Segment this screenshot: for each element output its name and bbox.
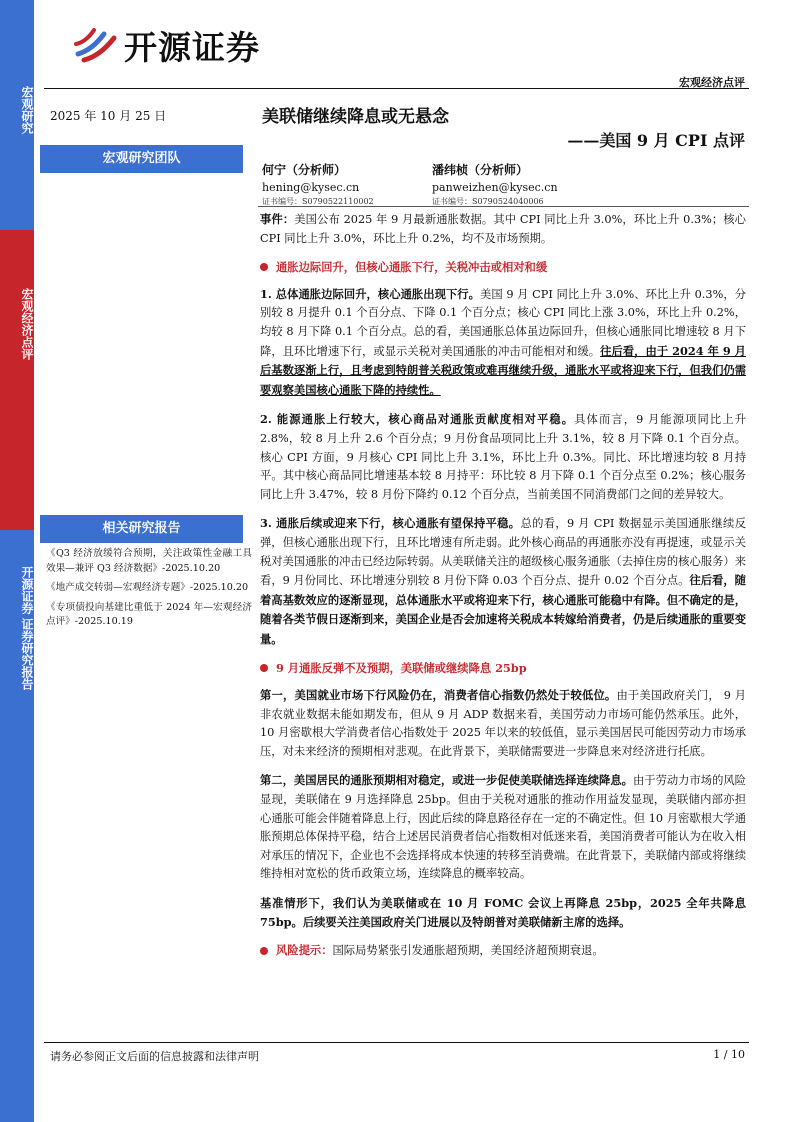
team-label: 宏观研究团队 xyxy=(40,145,243,173)
paragraph-highlight: 往后看，随着高基数效应的逐渐显现，总体通胀水平或将迎来下行，核心通胀可能稳中有降。但不确定的是，随着各类节假日逐渐到来，美国企业是否会加速将关税成本转嫁给消费者，仍是后续通胀的重要变量。 xyxy=(260,573,746,646)
section-heading xyxy=(260,258,746,277)
paragraph-head: 第一，美国就业市场下行风险仍在，消费者信心指数仍然处于较低位。 xyxy=(260,688,617,703)
paragraph-5 xyxy=(260,771,746,884)
paragraph-text: 总的看，9 月 CPI 数据显示美国通胀继续反弹，但核心通胀出现下行，且环比增速有所走弱。此外核心商品的再通胀亦没有再提速，或显示关税对美国通胀的冲击已经边际转弱。从美联储关注的超级核心服务通胀（去掉住房的核心服务）来看，9 月份同比、环比增速分别较 8 月份下降 0.03 个百分点、提升 0.02 个百分点。 xyxy=(260,517,746,588)
paragraph-1 xyxy=(260,285,746,401)
analyst-card xyxy=(262,163,374,209)
page-subtitle: ——美国 9 月 CPI 点评 xyxy=(567,131,745,150)
paragraph-text: 由于劳动力市场的风险显现，美联储在 9 月选择降息 25bp。但由于关税对通胀的推动作用益发显现，美联储内部亦担心通胀可能会伴随着降息上行，因此后续的降息路径存在一定的不确定性。但 10 月密歇根大学通胀预期总体保持平稳，结合上述居民消费者信心指数相对低迷来看，美国消费者可能认为在收入相对承压的情况下，企业也不会选择将成本快速的转移至消费端。在此背景下，美联储内部或将继续维持相对宽松的货币政策立场，连续降息的概率较高。 xyxy=(260,774,746,881)
analyst-name: 何宁（分析师） xyxy=(262,163,347,177)
related-reports-label: 相关研究报告 xyxy=(40,515,243,543)
related-report-link[interactable]: 《专项债投向基建比重低于 2024 年—宏观经济点评》-2025.10.19 xyxy=(46,601,252,627)
risk-paragraph xyxy=(260,941,746,961)
side-strip-middle xyxy=(0,230,34,530)
risk-text: 国际局势紧张引发通胀超预期，美国经济超预期衰退。 xyxy=(332,944,604,958)
analyst-divider xyxy=(258,206,749,207)
side-strip-middle-label: 宏观经济点评 xyxy=(20,288,34,360)
event-label: 事件： xyxy=(260,212,295,226)
paragraph-text: 美国 9 月 CPI 同比上升 3.0%、环比上升 0.3%，分别较 8 月提升 0.1 个百分点、下降 0.1 个百分点；核心 CPI 同比上涨 3.0%，环比上升 0.2%，均较 8 月下降 0.1 个百分点。总的看，美国通胀总体虽边际回升，但核心通胀同比增速较 8 月下降，且环比增速下行，或显示关税对美国通胀的冲击可能相对和缓。 xyxy=(260,287,747,358)
paragraph-head: 第二，美国居民的通胀预期相对稳定，或进一步促使美联储选择连续降息。 xyxy=(260,773,633,788)
analyst-cert: 证书编号：S0790522110002 xyxy=(262,197,374,206)
report-body xyxy=(260,210,746,971)
page-title: 美联储继续降息或无悬念 xyxy=(262,107,449,127)
section-heading-text: 9 月通胀反弹不及预期，美联储或继续降息 25bp xyxy=(276,661,527,676)
side-strip-bottom xyxy=(0,530,34,1122)
analyst-card xyxy=(432,163,558,209)
event-text: 美国公布 2025 年 9 月最新通胀数据。其中 CPI 同比上升 3.0%，环比上升 0.3%；核心 CPI 同比上升 3.0%，环比上升 0.2%，均不及市场预期。 xyxy=(260,213,746,245)
paragraph-6: 基准情形下，我们认为美联储或在 10 月 FOMC 会议上再降息 25bp，2025 全年共降息 75bp。后续要关注美国政府关门进展以及特朗普对美联储新主席的选择。 xyxy=(260,896,746,929)
bullet-dot-icon xyxy=(260,947,268,955)
paragraph-4 xyxy=(260,686,746,761)
side-strip xyxy=(0,0,34,1122)
side-strip-top xyxy=(0,0,34,230)
paragraph-head: 1. 总体通胀边际回升，核心通胀出现下行。 xyxy=(260,286,480,301)
page-number: 1 / 10 xyxy=(713,1048,745,1061)
paragraph-3 xyxy=(260,514,746,649)
bullet-dot-icon xyxy=(260,664,268,672)
related-report-link[interactable]: 《Q3 经济放缓符合预期，关注政策性金融工具效果—兼评 Q3 经济数据》-2025.10.20 xyxy=(46,548,252,574)
analyst-cert: 证书编号：S0790524040006 xyxy=(432,197,544,206)
header-divider xyxy=(44,88,749,89)
analyst-email[interactable]: panweizhen@kysec.cn xyxy=(432,181,558,194)
paragraph-highlight: 往后看，由于 2024 年 9 月后基数逐渐上行，且考虑到特朗普关税政策或难再继续升级，通胀水平或将迎来下行，但我们仍需要观察美国核心通胀下降的持续性。 xyxy=(260,343,746,397)
paragraph-head: 2. 能源通胀上行较大，核心商品对通胀贡献度相对平稳。 xyxy=(260,412,575,427)
paragraph-head: 3. 通胀后续或迎来下行，核心通胀有望保持平稳。 xyxy=(260,516,521,531)
paragraph-text: 具体而言，9 月能源项同比上升 2.8%，较 8 月上升 2.6 个百分点；9 月份食品项同比上升 3.1%，较 8 月下降 0.1 个百分点。核心 CPI 方面，9 月核心 CPI 同比上升 3.1%，环比上升 0.3%。同比、环比增速均较 8 月持平。其中核心商品同比增速基本较 8 月持平：环比较 8 月下降 0.1 个百分点至 0.2%；核心服务同比上升 3.47%，较 8 月份下降约 0.12 个百分点，当前美国不同消费部门之间的差异较大。 xyxy=(260,413,747,501)
analyst-name: 潘纬桢（分析师） xyxy=(432,163,529,177)
paragraph-2 xyxy=(260,410,746,504)
footer-disclaimer: 请务必参阅正文后面的信息披露和法律声明 xyxy=(50,1050,259,1063)
section-heading xyxy=(260,659,746,678)
footer-divider xyxy=(44,1042,749,1043)
brand-name: 开源证券 xyxy=(124,28,260,67)
kysec-logo-icon xyxy=(74,24,120,64)
related-report-link[interactable]: 《地产成交转弱—宏观经济专题》-2025.10.20 xyxy=(46,582,249,593)
side-strip-top-label: 宏观研究 xyxy=(20,86,34,134)
report-type: 宏观经济点评 xyxy=(679,76,745,89)
bullet-dot-icon xyxy=(260,263,268,271)
side-strip-bottom-label: 开源证券 证券研究报告 xyxy=(20,566,34,691)
analyst-email[interactable]: hening@kysec.cn xyxy=(262,181,360,194)
related-reports-list xyxy=(46,547,252,635)
paragraph-text: 由于美国政府关门， 9 月非农就业数据未能如期发布，但从 9 月 ADP 数据来看，美国劳动力市场可能仍然承压。此外，10 月密歇根大学消费者信心指数处于 2025 年以来的较低值，显示美国居民可能因劳动力市场承压，对未来经济的预期相对悲观。在此背景下，美联储需要进一步降息来对经济进行托底。 xyxy=(260,689,746,758)
event-paragraph xyxy=(260,210,746,248)
risk-label: 风险提示： xyxy=(276,943,333,958)
report-date: 2025 年 10 月 25 日 xyxy=(50,109,167,123)
section-heading-text: 通胀边际回升，但核心通胀下行，关税冲击或相对和缓 xyxy=(276,260,548,275)
